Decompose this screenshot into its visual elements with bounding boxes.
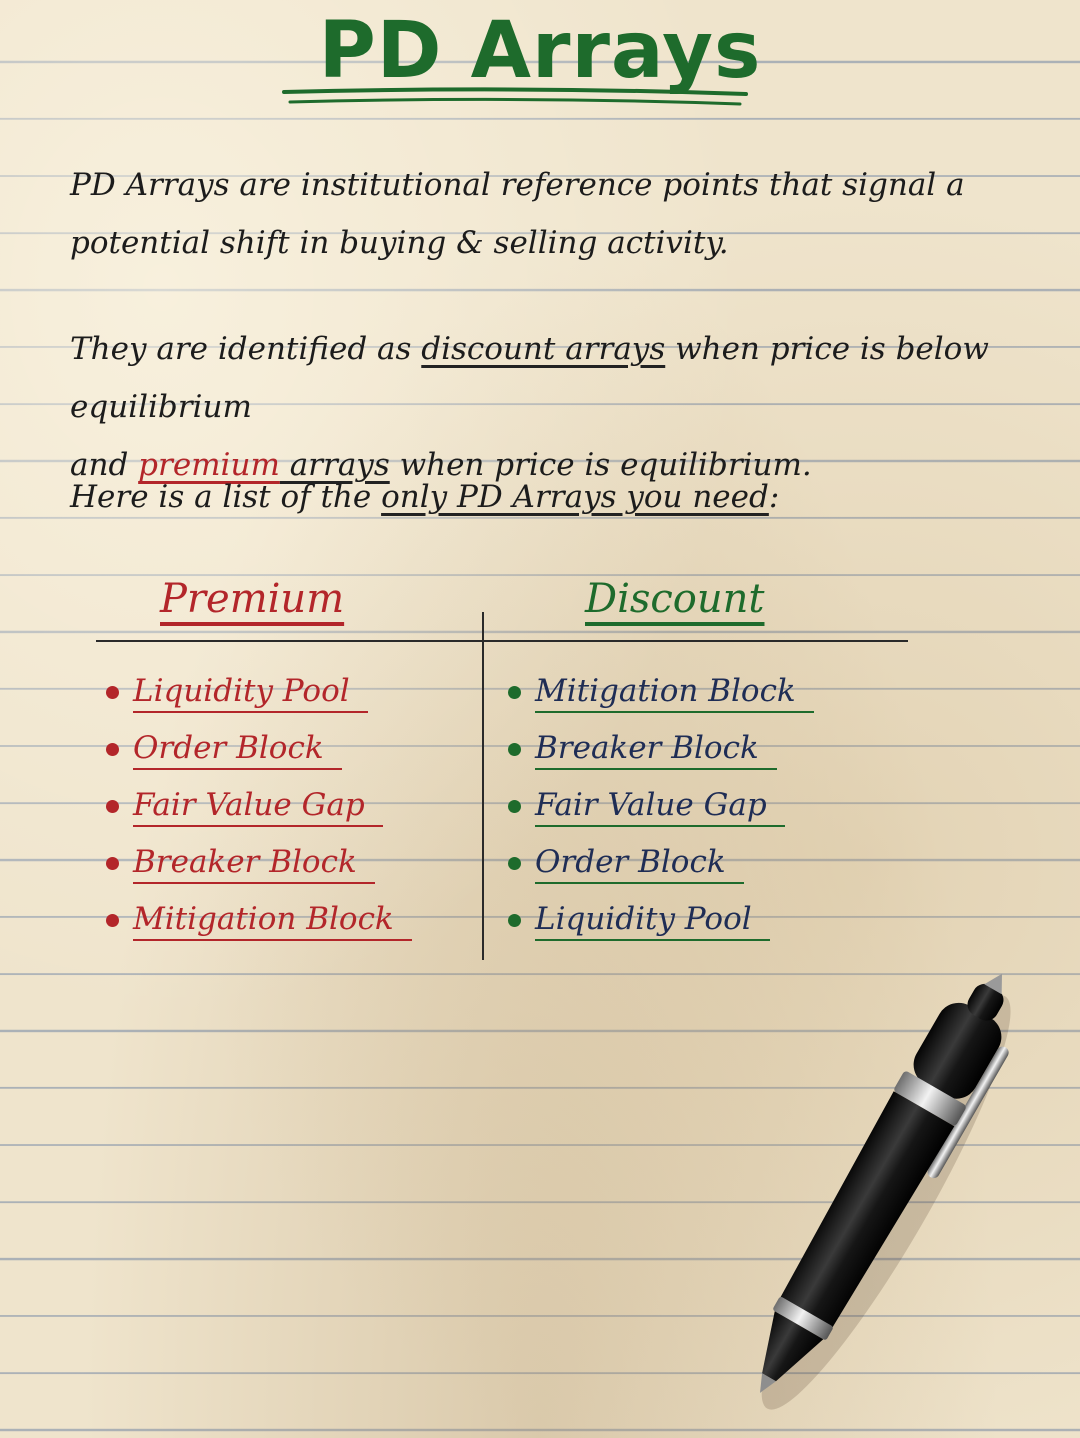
bullet-icon [106, 686, 119, 699]
list-item [106, 835, 412, 892]
page-title: PD Arrays [318, 6, 762, 96]
definition-pre: They are identified as [70, 331, 422, 367]
intro-paragraph [70, 156, 1030, 272]
list-item [508, 664, 814, 721]
premium-item-label: Order Block [133, 730, 342, 770]
arrays-term: arrays [279, 447, 390, 483]
discount-list [508, 664, 814, 949]
intro-line-1: PD Arrays are institutional reference points that signal a [70, 167, 965, 203]
premium-item-label: Mitigation Block [133, 901, 412, 941]
premium-list [106, 664, 412, 949]
definition-mid: when price is below equilibrium [70, 331, 989, 425]
discount-arrays-term: discount arrays [421, 331, 666, 367]
intro-line-2: potential shift in buying & selling activity. [70, 225, 729, 261]
discount-heading: Discount [585, 576, 765, 622]
bullet-icon [508, 686, 521, 699]
definition-line-1 [70, 320, 1030, 436]
bullet-icon [508, 800, 521, 813]
ballpoint-pen-icon [720, 940, 1040, 1430]
bullet-icon [508, 857, 521, 870]
discount-item-label: Order Block [535, 844, 744, 884]
table-column-divider [482, 612, 484, 960]
list-item [508, 721, 814, 778]
premium-item-label: Fair Value Gap [133, 787, 383, 827]
list-intro-pre: Here is a list of the [70, 479, 382, 515]
premium-term: premium [138, 447, 280, 483]
list-item [106, 664, 412, 721]
discount-item-label: Mitigation Block [535, 673, 814, 713]
list-item [106, 778, 412, 835]
list-item [508, 835, 814, 892]
table-header-divider [96, 640, 908, 642]
bullet-icon [106, 743, 119, 756]
list-item [106, 892, 412, 949]
discount-item-label: Liquidity Pool [535, 901, 770, 941]
premium-item-label: Breaker Block [133, 844, 375, 884]
list-intro [70, 468, 1030, 526]
list-item [106, 721, 412, 778]
list-intro-post: : [768, 479, 780, 515]
bullet-icon [508, 914, 521, 927]
premium-item-label: Liquidity Pool [133, 673, 368, 713]
bullet-icon [106, 857, 119, 870]
bullet-icon [106, 914, 119, 927]
definition-post: when price is equilibrium. [389, 447, 812, 483]
discount-item-label: Breaker Block [535, 730, 777, 770]
list-intro-emphasis: only PD Arrays you need [381, 479, 769, 515]
bullet-icon [508, 743, 521, 756]
discount-item-label: Fair Value Gap [535, 787, 785, 827]
bullet-icon [106, 800, 119, 813]
list-item [508, 778, 814, 835]
premium-heading: Premium [160, 576, 345, 622]
and-word: and [70, 447, 139, 483]
title-underline [280, 84, 750, 114]
